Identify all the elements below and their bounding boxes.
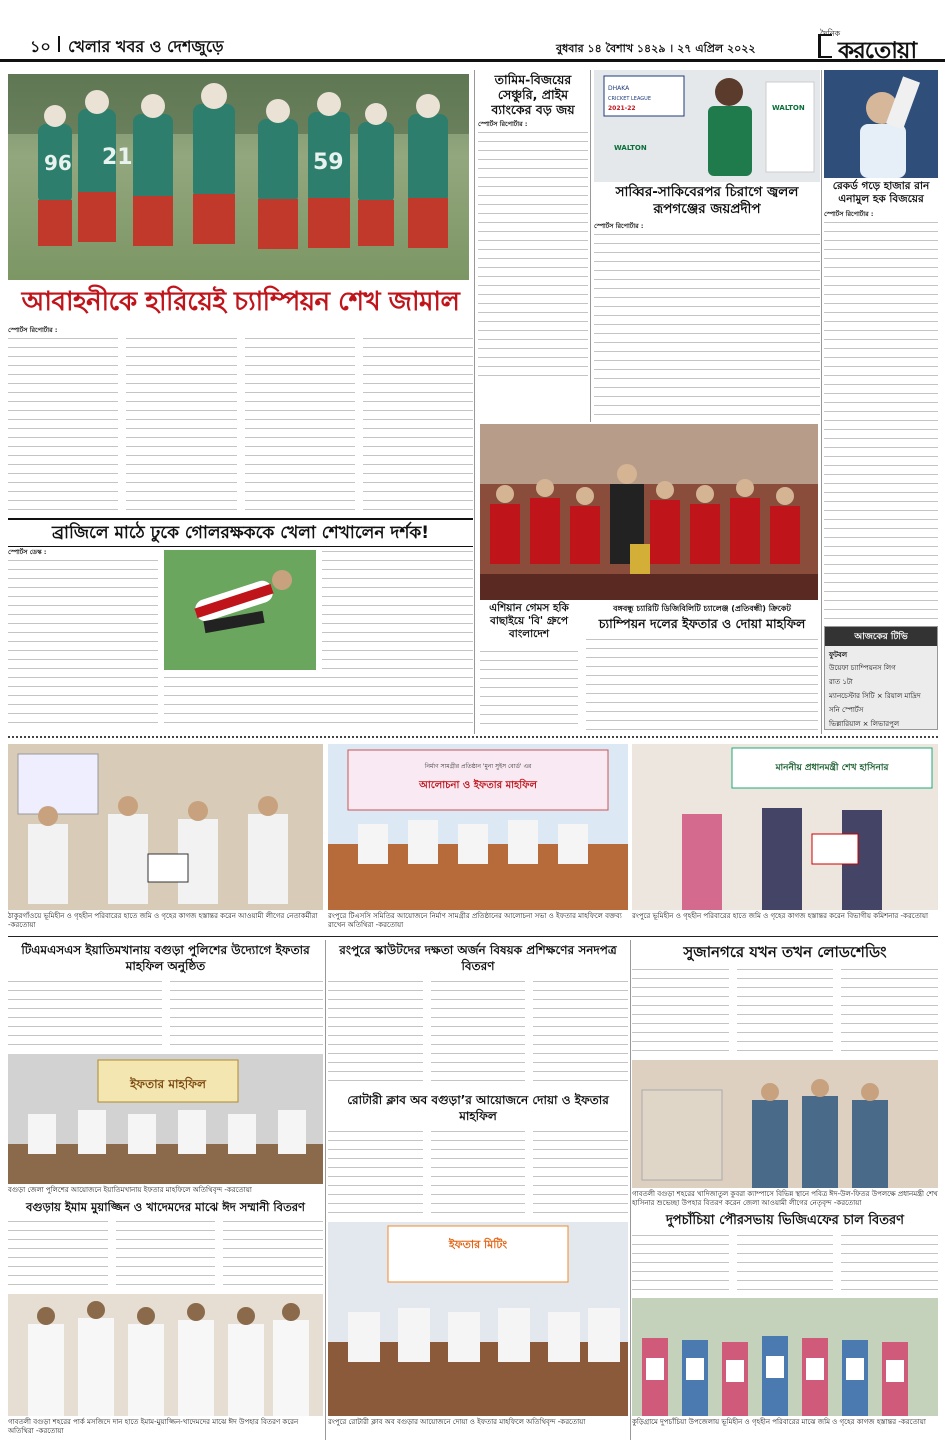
tamim-text-lines bbox=[478, 129, 588, 380]
sabbir-headline: সাব্বির-সাকিবেরপর চিরাগে জ্বলল রূপগঞ্জের জয়প্রদীপ bbox=[615, 184, 799, 217]
svg-text:WALTON: WALTON bbox=[772, 104, 805, 112]
asian-games-body bbox=[480, 648, 578, 730]
rotary-headline: রোটারী ক্লাব অব বগুড়া’র আয়োজনে দোয়া ও ইফতার মাহফিল bbox=[347, 1093, 609, 1123]
tv-time: রাত ১টা bbox=[829, 678, 853, 686]
imam-body bbox=[8, 1218, 323, 1290]
vgf-headline: দুপচাঁচিয়া পৌরসভায় ভিজিএফের চাল বিতরণ bbox=[665, 1213, 905, 1228]
goalkeeper-photo bbox=[164, 550, 316, 670]
lead-col-3 bbox=[245, 335, 355, 515]
cricket-team-photo bbox=[8, 74, 469, 280]
tamim-headline: তামিম-বিজয়ের সেঞ্চুরি, প্রাইম ব্যাংকের বড় জয় bbox=[491, 72, 575, 117]
ad-line3: মাননীয় প্রধানমন্ত্রী শেখ হাসিনার bbox=[775, 763, 889, 773]
rotary-body bbox=[328, 1128, 628, 1218]
tamim-body bbox=[478, 120, 588, 380]
scout-headline: রংপুরে স্কাউটদের দক্ষতা অর্জন বিষয়ক প্রশিক্ষণের সনদপত্র বিতরণ bbox=[339, 943, 617, 973]
section-title: খেলার খবর ও দেশজুড়ে bbox=[68, 37, 224, 56]
newspaper-logo bbox=[818, 28, 930, 64]
vgf-body bbox=[632, 1232, 938, 1296]
sabbir-text-lines bbox=[594, 231, 820, 421]
page-number: ১০ bbox=[30, 37, 51, 56]
lead-col-2 bbox=[126, 335, 236, 515]
caption-5: গাবতলী বগুড়া শহরের খাদিজাতুল কুবরা ক্যাম্পাসে বিভিন্ন স্থানে পবিত্র ঈদ-উল-ফিতর উপলক্ষে প্রধানমন্ত্রী শেখ হাসিনার শুভেচ্ছা উপহার বিতরণ করেন জেলা আওয়ামী লীগের নেতৃবৃন্দ -করতোয়া bbox=[632, 1190, 938, 1207]
date-line: বুধবার ১৪ বৈশাখ ১৪২৯ । ২৭ এপ্রিল ২০২২ bbox=[556, 42, 756, 55]
svg-text:59: 59 bbox=[313, 150, 344, 175]
tv-match: উয়েফা চ্যাম্পিয়নস লিগ bbox=[829, 664, 896, 672]
brazil-body-left bbox=[8, 548, 158, 724]
iftar-discussion-photo bbox=[328, 744, 628, 910]
asian-games-text-lines bbox=[480, 648, 578, 730]
column-rule-3 bbox=[821, 70, 822, 734]
tv-schedule-box bbox=[824, 626, 938, 730]
caption-6: গাবতলী বগুড়া শহরের পার্ক মসজিদে দান হাতে ইমাম-মুয়াজ্জিন-খাদেমদের মাঝে ঈদ উপহার বিতরণ করেন অতিথিরা -করতোয়া bbox=[8, 1418, 299, 1435]
svg-text:CRICKET LEAGUE: CRICKET LEAGUE bbox=[608, 96, 651, 102]
vgf-rice-photo bbox=[632, 1298, 938, 1416]
column-rule-4 bbox=[325, 940, 326, 1440]
enamul-text-lines bbox=[824, 219, 938, 619]
loadshedding-headline: সুজানগরে যখন তখন লোডশেডিং bbox=[683, 943, 887, 961]
sabbir-body bbox=[594, 222, 820, 422]
land-handover-photo-2 bbox=[632, 744, 938, 910]
champion-team-iftar-photo bbox=[480, 424, 818, 600]
svg-text:2021-22: 2021-22 bbox=[608, 105, 636, 112]
lead-body bbox=[8, 326, 473, 516]
imam-headline: বগুড়ায় ইমাম মুয়াজ্জিন ও খাদেমদের মাঝে ঈদ সম্মানী বিতরণ bbox=[26, 1200, 305, 1214]
iftar-text-lines bbox=[586, 636, 818, 730]
iftar-banner-text: ইফতার মাহফিল bbox=[130, 1077, 206, 1091]
lead-col-4 bbox=[363, 335, 473, 515]
logo-text: করতোয়া bbox=[838, 37, 917, 64]
enamul-headline: রেকর্ড গড়ে হাজার রান এনামুল হক বিজয়ের bbox=[832, 180, 930, 205]
caption-4: বগুড়া জেলা পুলিশের আয়োজনে ইয়াতিমখানায় ইফতার মাহফিলে অতিথিবৃন্দ -করতোয়া bbox=[8, 1186, 252, 1194]
land-handover-photo-1 bbox=[8, 744, 323, 910]
brazil-dateline: স্পোর্টস ডেস্ক : bbox=[8, 548, 47, 556]
asian-games-headline: এশিয়ান গেমস হকি বাছাইয়ে 'বি' গ্রুপে বাংলাদেশ bbox=[489, 602, 569, 640]
caption-3: রংপুরে ভূমিহীন ও গৃহহীন পরিবারের হাতে জমি ও গৃহের কাগজ হস্তান্তর করেন বিভাগীয় কমিশনার -করতোয়া bbox=[632, 912, 929, 920]
ad-line1: নির্মাণ সামগ্রীর প্রতিষ্ঠান 'মুনা সুইস বোর্ড' এর bbox=[424, 763, 532, 770]
scout-body bbox=[328, 978, 628, 1088]
svg-text:21: 21 bbox=[102, 145, 133, 170]
brazil-text-lines-bottom bbox=[164, 674, 473, 726]
svg-text:96: 96 bbox=[44, 151, 72, 175]
banner-text: DHAKA bbox=[608, 85, 630, 92]
enamul-dateline: স্পোর্টস রিপোর্টার : bbox=[824, 210, 874, 218]
gift-distribution-photo bbox=[632, 1060, 938, 1188]
tv-other: ভিল্লারিয়াল × লিভারপুল bbox=[829, 720, 900, 728]
dpdcl-award-photo bbox=[594, 70, 820, 182]
column-rule-5 bbox=[630, 940, 631, 1440]
brazil-text-lines-right bbox=[322, 548, 473, 670]
lead-headline: আবাহনীকে হারিয়েই চ্যাম্পিয়ন শেখ জামাল bbox=[21, 287, 460, 317]
iftar-body bbox=[586, 636, 818, 730]
enamul-body bbox=[824, 210, 938, 620]
police-iftar-headline: টিএমএসএস ইয়াতিমখানায় বগুড়া পুলিশের উদ্যোগে ইফতার মাহফিল অনুষ্ঠিত bbox=[21, 943, 310, 973]
lead-dateline: স্পোর্টস রিপোর্টার : bbox=[8, 326, 58, 334]
tv-box-title: আজকের টিভি bbox=[825, 627, 937, 646]
iftar-headline-top: বঙ্গবন্ধু চ্যারিটি ডিজিবিলিটি চ্যালেঞ্জ (প্রতিবন্ধী) ক্রিকেট bbox=[613, 604, 791, 613]
tv-channel: সনি স্পোর্টস bbox=[829, 706, 864, 714]
loadshedding-body bbox=[632, 966, 938, 1058]
brazil-body-right bbox=[322, 548, 473, 670]
award-illustration bbox=[594, 70, 820, 182]
brazil-headline: ব্রাজিলে মাঠে ঢুকে গোলরক্ষককে খেলা শেখালেন দর্শক! bbox=[8, 518, 473, 547]
column-rule-1 bbox=[474, 70, 475, 734]
brazil-text-lines-left bbox=[8, 557, 158, 723]
logo-small-text: দৈনিক bbox=[820, 29, 841, 38]
tv-teams: ম্যানচেস্টার সিটি × রিয়াল মাদ্রিদ bbox=[829, 692, 921, 700]
caption-1: ঠাকুরগাঁওয়ে ভূমিহীন ও গৃহহীন পরিবারের হাতে জমি ও গৃহের কাগজ হস্তান্তর করেন আওয়ামী লীগের নেতাকর্মীরা -করতোয়া bbox=[8, 912, 318, 929]
column-rule-2 bbox=[590, 70, 591, 422]
tv-sport: ফুটবল bbox=[829, 651, 848, 659]
tamim-dateline: স্পোর্টস রিপোর্টার : bbox=[478, 120, 528, 128]
iftar-headline: চ্যাম্পিয়ন দলের ইফতার ও দোয়া মাহফিল bbox=[598, 616, 806, 631]
sabbir-dateline: স্পোর্টস রিপোর্টার : bbox=[594, 222, 644, 230]
imam-gift-photo bbox=[8, 1294, 323, 1416]
police-iftar-body bbox=[8, 978, 323, 1052]
lead-col-1 bbox=[8, 335, 118, 515]
caption-8: কুড়িগ্রামে দুপচাঁচিয়া উপজেলায় ভূমিহীন ও গৃহহীন পরিবারের মাঝে জমি ও গৃহের কাগজ হস্তান্তর -করতোয়া bbox=[632, 1418, 926, 1426]
section-separator bbox=[8, 736, 938, 739]
police-iftar-photo bbox=[8, 1054, 323, 1184]
enamul-photo bbox=[824, 70, 938, 178]
players-illustration bbox=[8, 74, 469, 280]
caption-7: রংপুরে রোটারী ক্লাব অব বগুড়ার আয়োজনে দোয়া ও ইফতার মাহফিলে অতিথিবৃন্দ -করতোয়া bbox=[328, 1418, 586, 1426]
header-divider bbox=[58, 36, 60, 52]
caption-2: রংপুরে টিএসসি সমিতির আয়োজনে নির্মাণ সামগ্রীর প্রতিষ্ঠানের আলোচনা সভা ও ইফতার মাহফিলে বক্তব্য রাখেন অতিথিরা -করতোয়া bbox=[328, 912, 622, 929]
rotary-iftar-photo bbox=[328, 1222, 628, 1416]
lead-columns bbox=[8, 335, 473, 515]
svg-text:WALTON: WALTON bbox=[614, 144, 647, 152]
row-rule bbox=[8, 936, 938, 937]
iftar-meeting-text: ইফতার মিটিং bbox=[448, 1238, 508, 1251]
brazil-body-bottom bbox=[164, 674, 473, 726]
ad-line2: আলোচনা ও ইফতার মাহফিল bbox=[419, 780, 537, 791]
